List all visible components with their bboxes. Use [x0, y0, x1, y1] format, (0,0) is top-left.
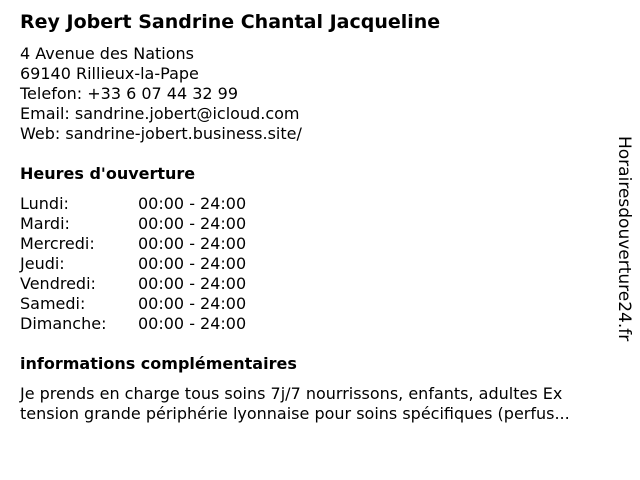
site-watermark: Horairesdouverture24.fr	[614, 136, 634, 342]
address-street: 4 Avenue des Nations	[20, 44, 194, 63]
hours-time-value: 00:00 - 24:00	[138, 214, 247, 233]
address-city: 69140 Rillieux-la-Pape	[20, 64, 199, 83]
hours-row-jeudi	[20, 254, 246, 274]
opening-hours-heading: Heures d'ouverture	[20, 164, 196, 183]
additional-info-line: tension grande périphérie lyonnaise pour soins spécifiques (perfus...	[20, 404, 570, 423]
additional-info-heading: informations complémentaires	[20, 354, 297, 373]
hours-day-label: Jeudi:	[20, 254, 65, 273]
hours-row-dimanche	[20, 314, 246, 334]
contact-block	[20, 44, 302, 144]
hours-time-value: 00:00 - 24:00	[138, 274, 247, 293]
hours-row-mardi	[20, 214, 246, 234]
hours-day-label: Vendredi:	[20, 274, 96, 293]
hours-day-label: Mardi:	[20, 214, 70, 233]
hours-day-label: Samedi:	[20, 294, 86, 313]
hours-time-value: 00:00 - 24:00	[138, 314, 247, 333]
hours-row-vendredi	[20, 274, 246, 294]
opening-hours-list	[20, 194, 246, 334]
business-name: Rey Jobert Sandrine Chantal Jacqueline	[20, 11, 441, 33]
email-line: Email: sandrine.jobert@icloud.com	[20, 104, 300, 123]
hours-row-lundi	[20, 194, 246, 214]
hours-day-label: Dimanche:	[20, 314, 107, 333]
hours-day-label: Lundi:	[20, 194, 69, 213]
hours-time-value: 00:00 - 24:00	[138, 254, 247, 273]
hours-row-samedi	[20, 294, 246, 314]
website-line: Web: sandrine-jobert.business.site/	[20, 124, 302, 143]
hours-row-mercredi	[20, 234, 246, 254]
phone-line: Telefon: +33 6 07 44 32 99	[20, 84, 239, 103]
hours-time-value: 00:00 - 24:00	[138, 194, 247, 213]
additional-info-line: Je prends en charge tous soins 7j/7 nourrissons, enfants, adultes Ex	[20, 384, 563, 403]
hours-time-value: 00:00 - 24:00	[138, 234, 247, 253]
hours-time-value: 00:00 - 24:00	[138, 294, 247, 313]
hours-day-label: Mercredi:	[20, 234, 95, 253]
additional-info-text	[20, 384, 630, 424]
